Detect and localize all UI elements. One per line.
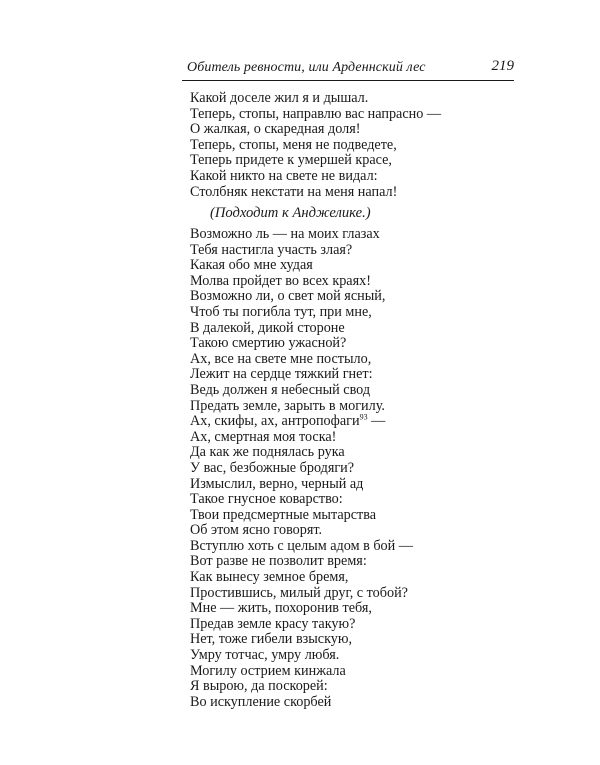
verse-line: У вас, безбожные бродяги? xyxy=(190,459,355,476)
verse-line: Теперь, стопы, направлю вас напрасно — xyxy=(190,105,442,122)
verse-line: Теперь, стопы, меня не подведете, xyxy=(190,136,397,153)
verse-line: О жалкая, о скаредная доля! xyxy=(190,121,361,138)
verse-line: Такою смертию ужасной? xyxy=(190,335,347,352)
verse-line-text: Ах, скифы, ах, антропофаги xyxy=(190,413,360,430)
verse-line: Молва пройдет во всех краях! xyxy=(190,272,371,289)
stage-direction: (Подходит к Анджелике.) xyxy=(210,205,371,221)
verse-line: Какой никто на свете не видал: xyxy=(190,167,378,184)
page-number: 219 xyxy=(491,58,514,74)
verse-line: Вступлю хоть с целым адом в бой — xyxy=(190,537,413,554)
verse-line: Предав земле красу такую? xyxy=(190,615,356,632)
header-rule xyxy=(182,80,514,81)
verse-line: Об этом ясно говорят. xyxy=(190,522,323,539)
verse-line-tail: — xyxy=(367,413,386,430)
verse-line: Столбняк некстати на меня напал! xyxy=(190,183,398,200)
verse-line: Чтоб ты погибла тут, при мне, xyxy=(190,303,372,320)
verse-line: Твои предсмертные мытарства xyxy=(190,506,377,523)
verse-line: Ах, все на свете мне постыло, xyxy=(190,350,372,367)
verse-line: Да как же поднялась рука xyxy=(190,444,345,461)
verse-line: Я вырою, да поскорей: xyxy=(190,678,328,695)
verse-line: Умру тотчас, умру любя. xyxy=(190,647,340,664)
verse-line: Лежит на сердце тяжкий гнет: xyxy=(190,366,373,383)
verse-line: Какая обо мне худая xyxy=(190,257,313,274)
verse-block-2 xyxy=(190,227,413,710)
verse-line: Могилу острием кинжала xyxy=(190,662,346,679)
verse-line: Измыслил, верно, черный ад xyxy=(190,475,364,492)
verse-line: Ведь должен я небесный свод xyxy=(190,381,371,398)
verse-line: Предать земле, зарыть в могилу. xyxy=(190,397,385,414)
verse-line: Тебя настигла участь злая? xyxy=(190,241,353,258)
verse-line: Вот разве не позволит время: xyxy=(190,553,367,570)
footnote-marker[interactable]: 93 xyxy=(359,412,368,422)
verse-line: Ах, смертная моя тоска! xyxy=(190,428,337,445)
verse-line: Теперь придете к умершей красе, xyxy=(190,152,392,169)
verse-line: Мне — жить, похоронив тебя, xyxy=(190,600,372,617)
verse-line: Простившись, милый друг, с тобой? xyxy=(190,584,408,601)
verse-line: Возможно ли, о свет мой ясный, xyxy=(190,288,386,305)
verse-line: Нет, тоже гибели взыскую, xyxy=(190,631,353,648)
verse-line: Какой доселе жил я и дышал. xyxy=(190,90,369,106)
verse-line: В далекой, дикой стороне xyxy=(190,319,345,336)
verse-line: Возможно ль — на моих глазах xyxy=(190,226,380,242)
running-title: Обитель ревности, или Арденнский лес xyxy=(187,60,426,75)
verse-line: Во искупление скорбей xyxy=(190,693,332,710)
verse-line-with-footnote xyxy=(190,414,413,430)
verse-line: Как вынесу земное бремя, xyxy=(190,569,349,586)
verse-line: Такое гнусное коварство: xyxy=(190,491,343,508)
verse-block-1 xyxy=(190,91,441,200)
